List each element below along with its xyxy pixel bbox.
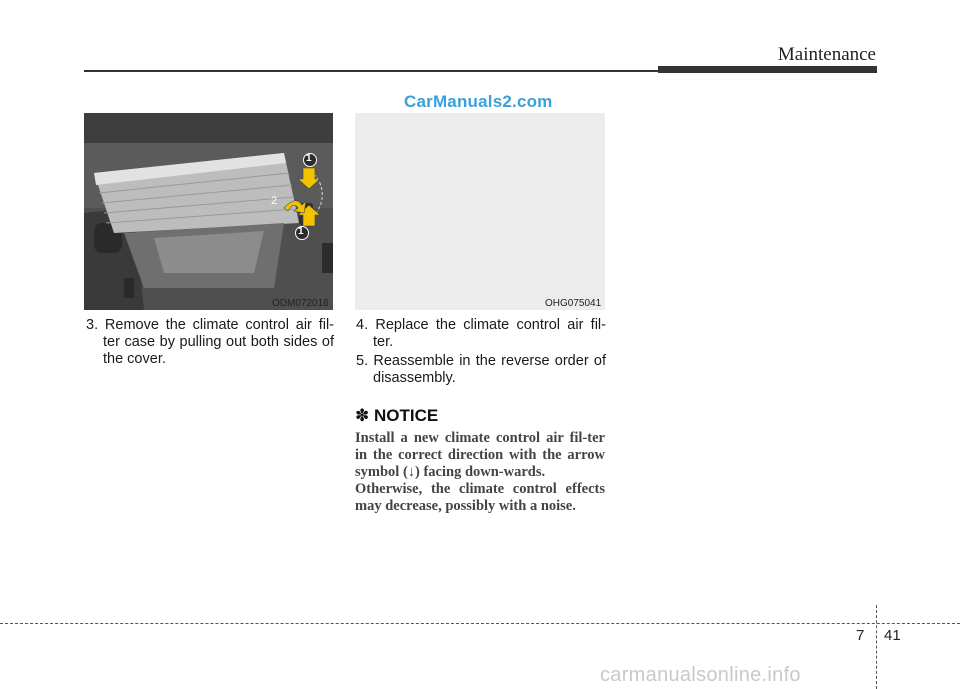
callout-1-bottom: 1 bbox=[298, 226, 304, 237]
step-3 bbox=[86, 317, 334, 368]
callout-2: 2 bbox=[271, 195, 278, 207]
watermark-top[interactable]: CarManuals2.com bbox=[404, 92, 553, 111]
step-4 bbox=[356, 317, 606, 351]
page-number: 41 bbox=[884, 627, 901, 644]
notice-title: ✽ NOTICE bbox=[355, 406, 439, 425]
figure-filter-illustration bbox=[355, 113, 605, 310]
notice-paragraph: Install a new climate control air fil-ter in the correct direction with the arrow symbol (↓) facing down-wards. bbox=[355, 430, 605, 480]
step-text: 3. Remove the climate control air fil-ter case by pulling out both sides of the cover. bbox=[86, 317, 334, 367]
footer-divider bbox=[876, 605, 877, 689]
notice-paragraph: Otherwise, the climate control effects may decrease, possibly with a noise. bbox=[355, 481, 605, 514]
step-text: 5. Reassemble in the reverse order of disassembly. bbox=[356, 353, 606, 386]
step-text: 4. Replace the climate control air fil-ter. bbox=[356, 317, 606, 350]
chapter-number: 7 bbox=[856, 627, 865, 644]
callout-1-top: 1 bbox=[306, 153, 312, 164]
header-rule-thin bbox=[84, 70, 660, 72]
watermark-bottom[interactable]: carmanualsonline.info bbox=[600, 664, 801, 686]
figure-code: OHG075041 bbox=[545, 298, 602, 309]
step-5 bbox=[356, 353, 606, 387]
figure-code: ODM072016 bbox=[272, 298, 329, 309]
figure-filter-case-photo bbox=[84, 113, 333, 310]
section-title: Maintenance bbox=[777, 44, 876, 65]
header-rule-thick bbox=[658, 66, 877, 73]
notice-body bbox=[355, 430, 605, 515]
footer-rule bbox=[0, 623, 960, 624]
